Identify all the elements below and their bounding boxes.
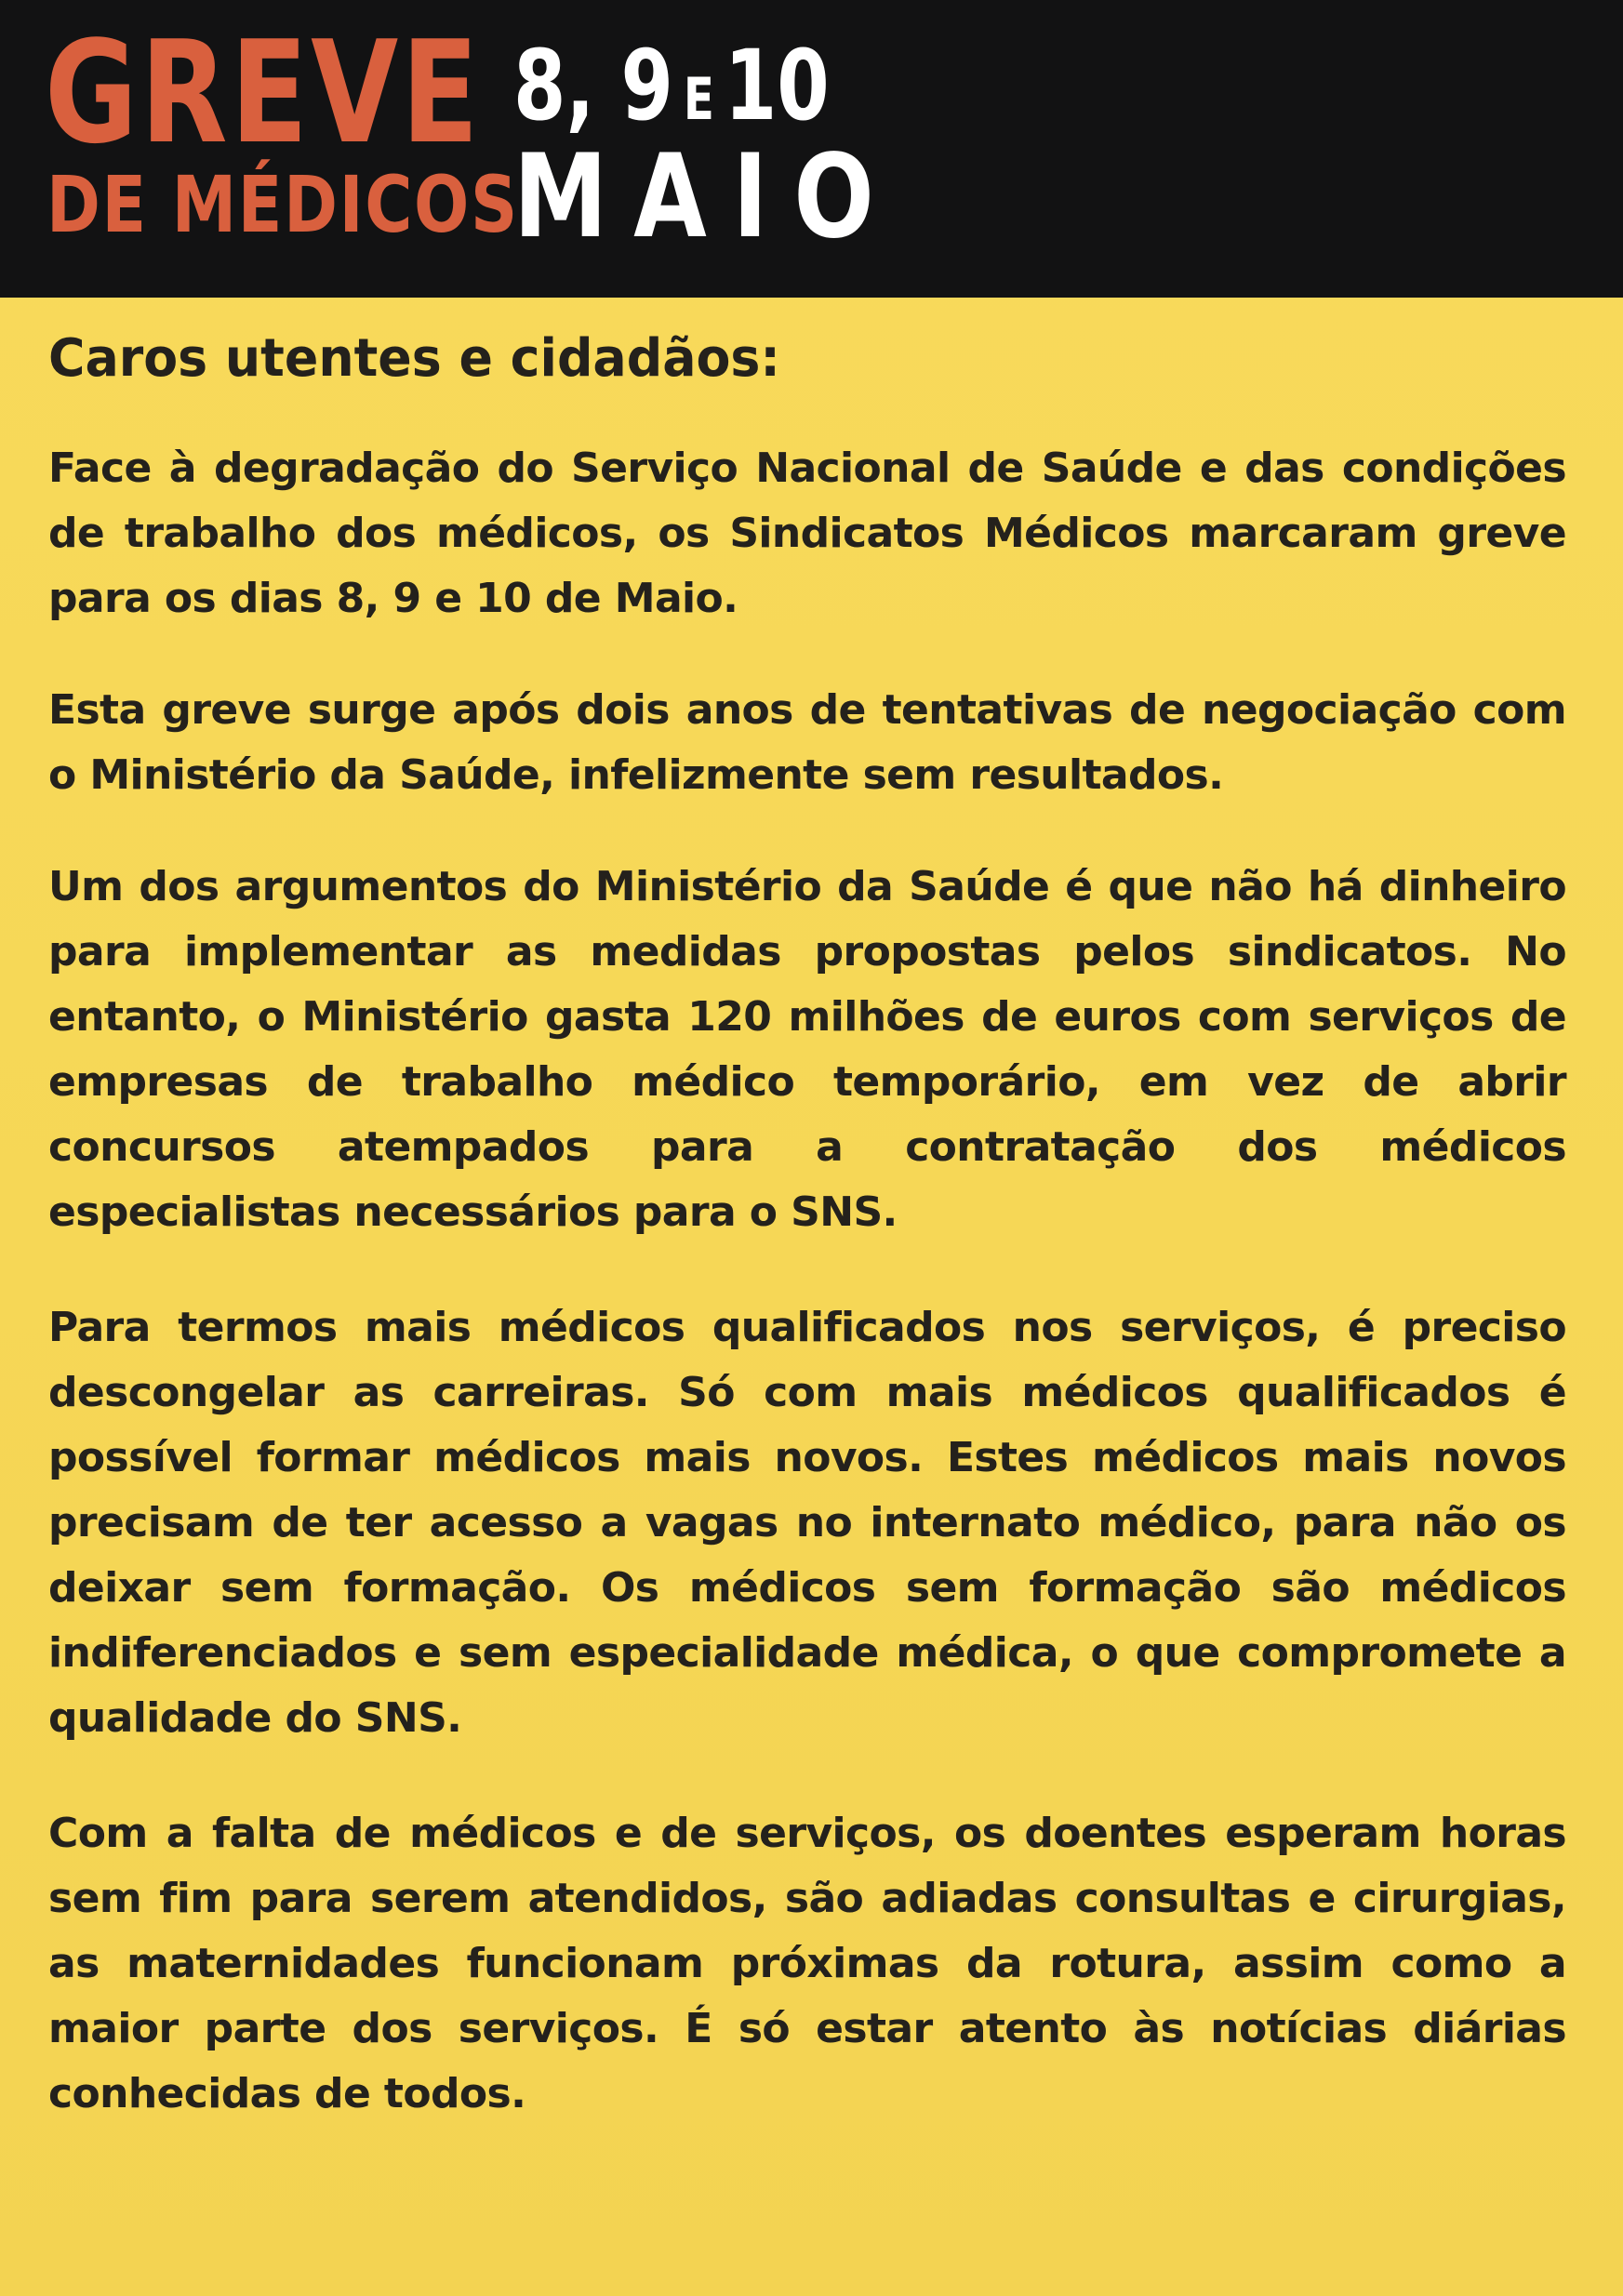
date-connector: E <box>683 65 714 133</box>
paragraph-negotiation: Esta greve surge após dois anos de tentativas de negociação com o Ministério da Saúde, infelizmente sem resultados. <box>48 686 1566 800</box>
paragraph-careers: Para termos mais médicos qualificados nos serviços, é preciso descongelar as carreiras. Só com mais médicos qualificados é possível formar médicos mais novos. Estes médicos mais novos precisam de ter acesso a vagas no internato médico, para não os deixar sem formação. Os médicos sem formação são médicos indiferenciados e sem especialidade médica, o que compromete a qualidade do SNS. <box>48 1304 1566 1743</box>
strike-month: MAIO <box>513 130 900 264</box>
greeting-heading: Caros utentes e cidadãos: <box>48 328 780 389</box>
paragraph-budget: Um dos argumentos do Ministério da Saúde é que não há dinheiro para implementar as medidas propostas pelos sindicatos. No entanto, o Ministério gasta 120 milhões de euros com serviços de empresas de trabalho médico temporário, em vez de abrir concursos atempados para a contratação dos médicos especialistas necessários para o SNS. <box>48 863 1566 1237</box>
header-banner <box>0 0 1623 298</box>
strike-dates <box>513 29 830 142</box>
letter-body <box>48 327 1566 2127</box>
paragraph-consequences: Com a falta de médicos e de serviços, os doentes esperam horas sem fim para serem atendidos, são adiadas consultas e cirurgias, as maternidades funcionam próximas da rotura, assim como a maior parte dos serviços. É só estar atento às notícias diárias conhecidas de todos. <box>48 1810 1566 2118</box>
title-de-medicos: DE MÉDICOS <box>47 159 519 250</box>
date-days: 8, 9 <box>513 29 673 142</box>
title-greve: GREVE <box>45 10 482 175</box>
paragraph-situation: Face à degradação do Serviço Nacional de Saúde e das condições de trabalho dos médicos, os Sindicatos Médicos marcaram greve para os dias 8, 9 e 10 de Maio. <box>48 445 1566 623</box>
date-last-day: 10 <box>724 29 830 142</box>
